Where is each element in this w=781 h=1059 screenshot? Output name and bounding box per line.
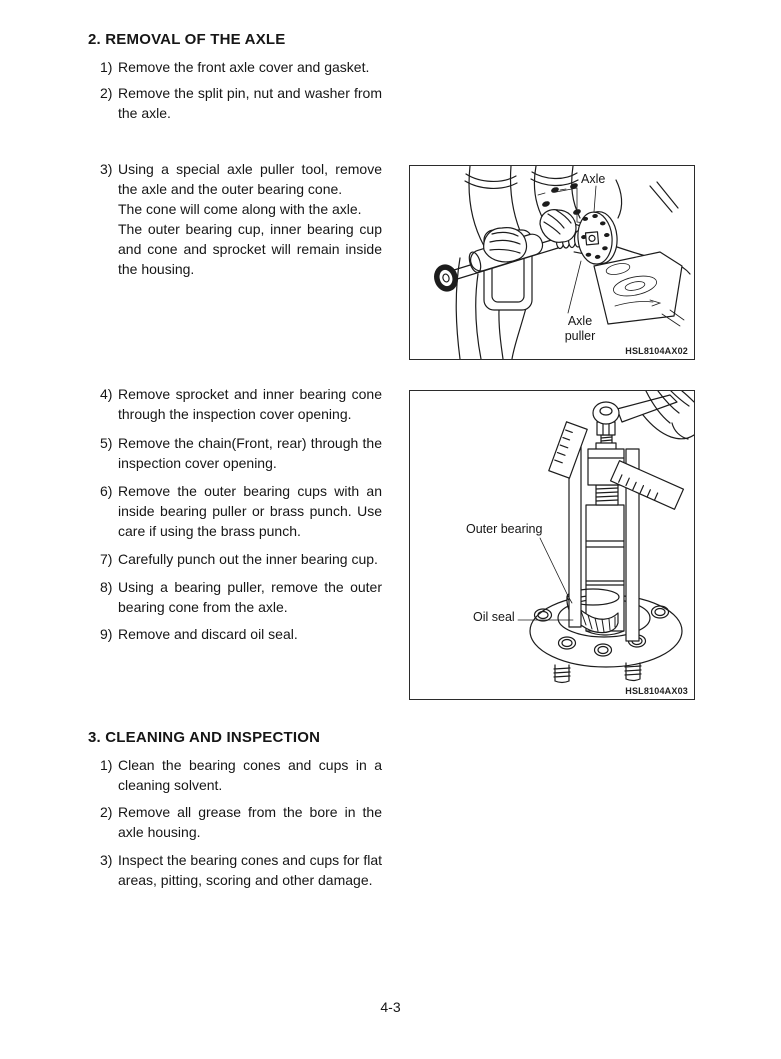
list-item: [100, 433, 382, 473]
list-item-number: 2): [100, 85, 113, 101]
bearing-puller-drawing: [410, 391, 694, 699]
list-item-number: 8): [100, 579, 113, 595]
figure-axle-removal: [409, 165, 695, 360]
list-item-text: Carefully punch out the inner bearing cup.: [118, 551, 378, 567]
list-item-line: The outer bearing cup, inner bearing cup and cone and sprocket will remain inside the housing.: [118, 221, 382, 277]
list-item-number: 2): [100, 804, 113, 820]
section-2-heading: 2. REMOVAL OF THE AXLE: [88, 31, 286, 48]
list-item-text: Remove all grease from the bore in the axle housing.: [118, 804, 382, 840]
list-item: [100, 481, 382, 541]
list-item-text: Remove the outer bearing cups with an inside bearing puller or brass punch. Use care if using the brass punch.: [118, 483, 382, 539]
list-item: [100, 57, 382, 77]
list-item-text: Remove and discard oil seal.: [118, 626, 298, 642]
figure-label-oil-seal: Oil seal: [473, 610, 515, 624]
list-item: [100, 850, 382, 890]
figure-code: HSL8104AX03: [625, 686, 688, 696]
list-item-number: 4): [100, 386, 113, 402]
list-item-text: Remove the split pin, nut and washer from the axle.: [118, 85, 382, 121]
list-item-text: Remove sprocket and inner bearing cone through the inspection cover opening.: [118, 386, 382, 422]
figure-code: HSL8104AX02: [625, 346, 688, 356]
list-item: [100, 755, 382, 795]
list-item-number: 5): [100, 435, 113, 451]
list-item-line: Using a special axle puller tool, remove the axle and the outer bearing cone.: [118, 161, 382, 197]
list-item: [100, 83, 382, 123]
list-item-number: 7): [100, 551, 113, 567]
list-item: [100, 624, 382, 644]
list-item-number: 9): [100, 626, 113, 642]
list-item-text: [118, 159, 382, 279]
list-item-number: 3): [100, 852, 113, 868]
figure-bearing-puller: [409, 390, 695, 700]
list-item: [100, 159, 382, 279]
figure-label-outer-bearing: Outer bearing: [466, 522, 543, 536]
section-3-heading: 3. CLEANING AND INSPECTION: [88, 729, 321, 746]
list-item-number: 1): [100, 59, 113, 75]
list-item: [100, 384, 382, 424]
list-item: [100, 802, 382, 842]
list-item-text: Clean the bearing cones and cups in a cleaning solvent.: [118, 757, 382, 793]
list-item-number: 3): [100, 161, 113, 177]
list-item-text: Using a bearing puller, remove the outer bearing cone from the axle.: [118, 579, 382, 615]
list-item-number: 6): [100, 483, 113, 499]
list-item-number: 1): [100, 757, 113, 773]
list-item-text: Remove the chain(Front, rear) through the inspection cover opening.: [118, 435, 382, 471]
figure-label-axle-puller: Axle puller: [564, 314, 596, 343]
list-item-text: Inspect the bearing cones and cups for flat areas, pitting, scoring and other damage.: [118, 852, 382, 888]
list-item: [100, 549, 382, 569]
list-item-line: The cone will come along with the axle.: [118, 201, 362, 217]
figure-label-axle: Axle: [581, 172, 606, 186]
list-item-text: Remove the front axle cover and gasket.: [118, 59, 370, 75]
page-number: 4-3: [380, 999, 401, 1015]
list-item: [100, 577, 382, 617]
